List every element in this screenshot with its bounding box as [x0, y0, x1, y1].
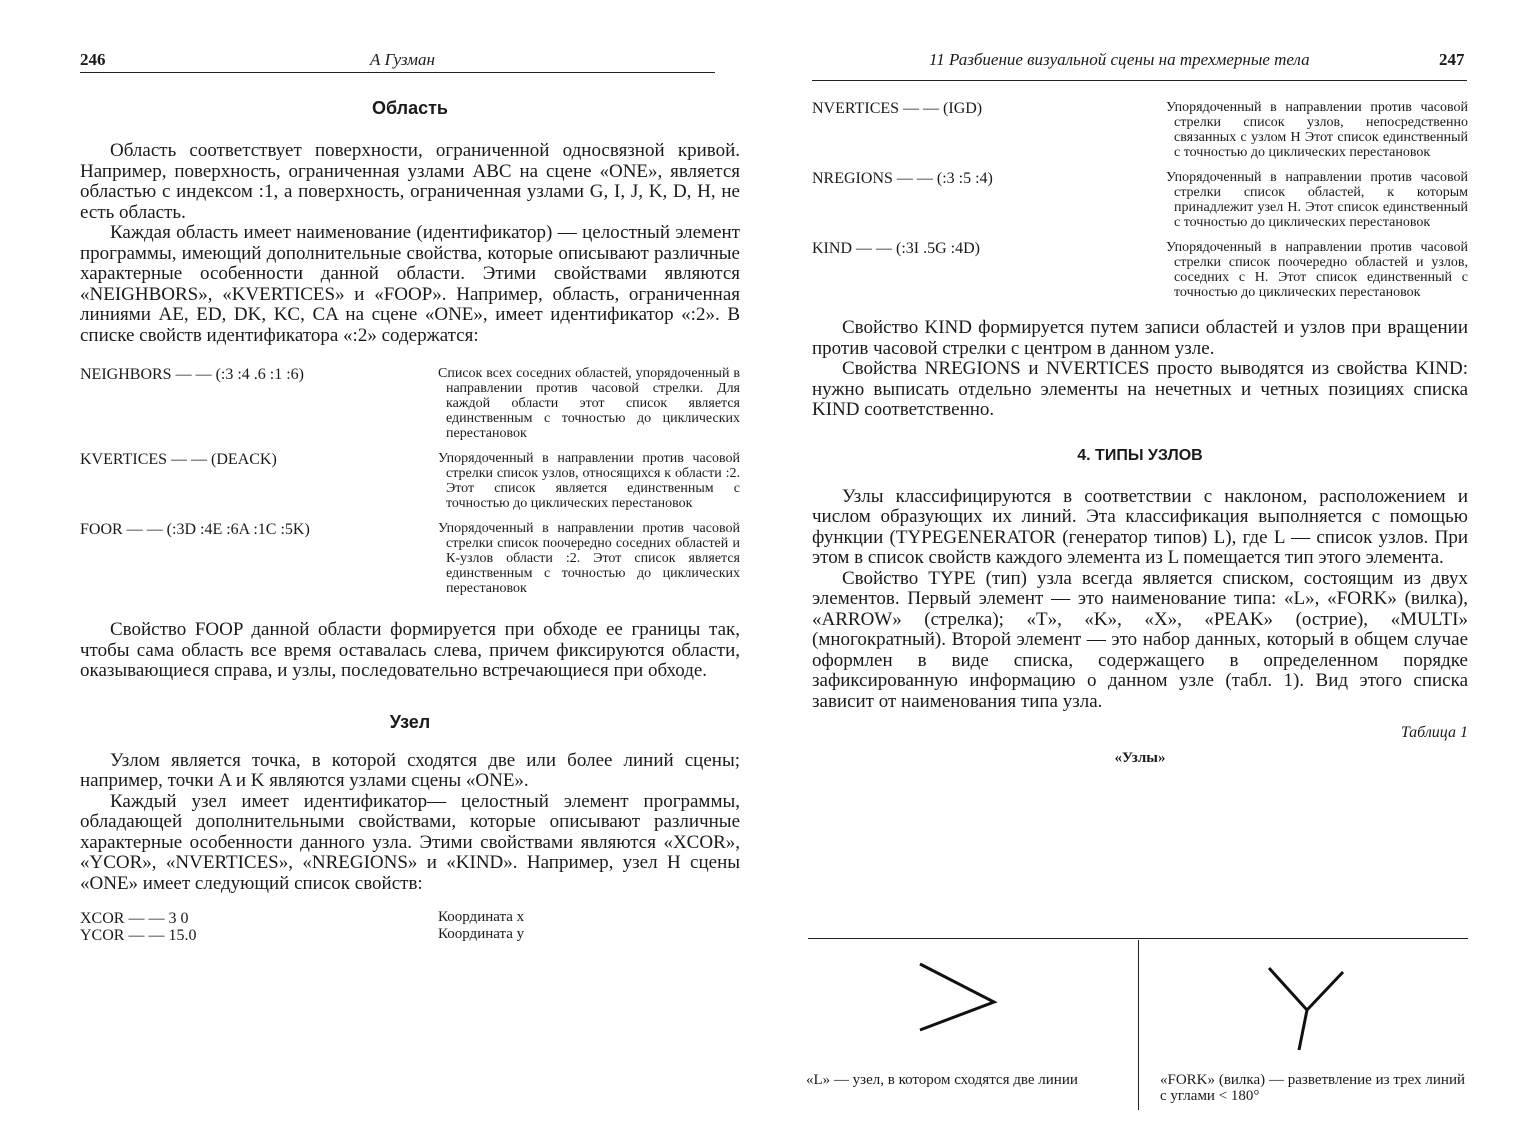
property-name: NREGIONS — — (:3 :5 :4): [812, 170, 993, 187]
paragraph: Узлом является точка, в которой сходятся две или более линий сцены; например, точки A и K являются узлами сцены «ONE».: [80, 749, 740, 791]
property-name: FOOR — — (:3D :4E :6A :1C :5K): [80, 521, 310, 538]
paragraph: Свойство TYPE (тип) узла всегда является списком, состоящим из двух элементов. Первый элемент — это наименование типа: «L», «FORK» (вилка), «ARROW» (стрелка); «T», «K», «X», «PEAK» (острие), «MULTI» (многократный). Второй элемент — это набор данных, который в общем случае оформлен в виде списка, содержащего в определенном порядке зафиксированную информацию о данном узле (табл. 1). Вид этого списка зависит от наименования типа узла.: [812, 567, 1468, 712]
property-entry: [812, 170, 1468, 230]
table-cell-fork: [1160, 1072, 1465, 1104]
property-description: Упорядоченный в направлении против часовой стрелки список узлов, непосредственно связанных с узлом H Этот список единственный с точностью до циклических перестановок: [1166, 100, 1468, 160]
property-description: Упорядоченный в направлении против часовой стрелки список областей, к которым принадлежит узел H. Этот список единственный с точностью до циклических перестановок: [1166, 170, 1468, 230]
table-cell-text: «L» — узел, в котором сходятся две линии: [806, 1072, 1078, 1088]
property-description: Упорядоченный в направлении против часовой стрелки список поочередно соседних областей и К-узлов области :2. Этот список является единственным с точностью до циклических перестановок: [438, 521, 740, 596]
left-text-column: [80, 98, 740, 944]
paragraph: Область соответствует поверхности, ограниченной односвязной кривой. Например, поверхность, ограниченная узлами ABC на сцене «ONE», является областью с индексом :1, а поверхность, ограниченная узлами G, I, J, K, D, H, не есть область.: [80, 140, 740, 223]
table-cell-l: [806, 1072, 1111, 1088]
table-caption: Таблица 1: [1400, 724, 1468, 741]
property-name: NEIGHBORS — — (:3 :4 .6 :1 :6): [80, 366, 304, 383]
paragraph: Каждый узел имеет идентификатор— целостный элемент программы, обладающей дополнительными свойствами, которые описывают различные характерные особенности данного узла. Этими свойствами являются «XCOR», «YCOR», «NVERTICES», «NREGIONS» и «KIND». Например, узел H сцены «ONE» имеет следующий список свойств:: [80, 790, 740, 894]
table-column-divider: [1138, 940, 1139, 1110]
property-entry: [80, 521, 740, 596]
property-entry: [812, 100, 1468, 160]
section-title-region: Область: [371, 98, 448, 118]
paragraph: Свойства NREGIONS и NVERTICES просто выводятся из свойства KIND: нужно выписать отдельно элементы на нечетных и четных позициях списка KIND соответственно.: [812, 358, 1468, 420]
property-name: XCOR — — 3 0: [80, 910, 189, 927]
right-text-column: [812, 100, 1468, 767]
property-description: Упорядоченный в направлении против часовой стрелки список поочередно областей и узлов, соседних с H. Этот список единственный с точностью до циклических перестановок: [1166, 240, 1468, 300]
header-rule-right: [812, 80, 1467, 81]
property-name: KIND — — (:3I .5G :4D): [812, 240, 980, 257]
running-header-right: 11 Разбиение визуальной сцены на трехмерные тела: [929, 50, 1310, 69]
page-number-right: 247: [1439, 50, 1465, 69]
section-title-node-types: 4. ТИПЫ УЗЛОВ: [1077, 446, 1203, 464]
property-name: KVERTICES — — (DEACK): [80, 451, 277, 468]
paragraph: Узлы классифицируются в соответствии с наклоном, расположением и числом образующих их линий. Эта классификация выполняется с помощью функции (TYPEGENERATOR (генератор типов) L), где L — список узлов. При этом в список свойств каждого элемента из L помещается тип этого элемента.: [812, 485, 1468, 568]
property-entry: [80, 451, 740, 511]
page-number-left: 246: [80, 50, 106, 69]
header-rule-left: [80, 72, 715, 73]
property-entry: [80, 927, 740, 944]
fork-junction-figure: [1259, 962, 1349, 1052]
property-description: Координата y: [438, 926, 525, 942]
property-name: YCOR — — 15.0: [80, 927, 197, 944]
table-title: «Узлы»: [1114, 750, 1166, 766]
running-header-left: А Гузман: [370, 50, 435, 69]
paragraph: Свойство KIND формируется путем записи областей и узлов при вращении против часовой стрелки с центром в данном узле.: [812, 317, 1468, 359]
property-description: Координата x: [438, 909, 525, 925]
property-description: Упорядоченный в направлении против часовой стрелки список узлов, относящихся к области :2. Этот список является единственным с точностью до циклических перестановок: [438, 451, 740, 511]
property-entry: [80, 366, 740, 441]
section-title-node: Узел: [389, 711, 431, 732]
paragraph: Каждая область имеет наименование (идентификатор) — целостный элемент программы, имеющий дополнительные свойства, которые описывают различные характерные особенности данной области. Этими свойствами являются «NEIGHBORS», «KVERTICES» и «FOOP». Например, область, ограниченная линиями AE, ED, DK, KC, CA на сцене «ONE», имеет идентификатор «:2». В списке свойств идентификатора «:2» содержатся:: [80, 222, 740, 346]
property-entry: [812, 240, 1468, 300]
table-top-rule: [808, 938, 1468, 939]
property-name: NVERTICES — — (IGD): [812, 100, 983, 117]
paragraph: Свойство FOOP данной области формируется при обходе ее границы так, чтобы сама область все время оставалась слева, причем фиксируются области, оказывающиеся справа, и узлы, последовательно встречающиеся при обходе.: [80, 619, 740, 681]
table-cell-text: «FORK» (вилка) — разветвление из трех линий с углами < 180°: [1160, 1072, 1465, 1104]
right-page: [764, 0, 1528, 1148]
property-description: Список всех соседних областей, упорядоченный в направлении против часовой стрелки. Для каждой области этот список является единственным с точностью до циклических перестановок: [438, 366, 740, 441]
l-junction-figure: [914, 960, 1004, 1035]
property-entry: [80, 910, 740, 927]
